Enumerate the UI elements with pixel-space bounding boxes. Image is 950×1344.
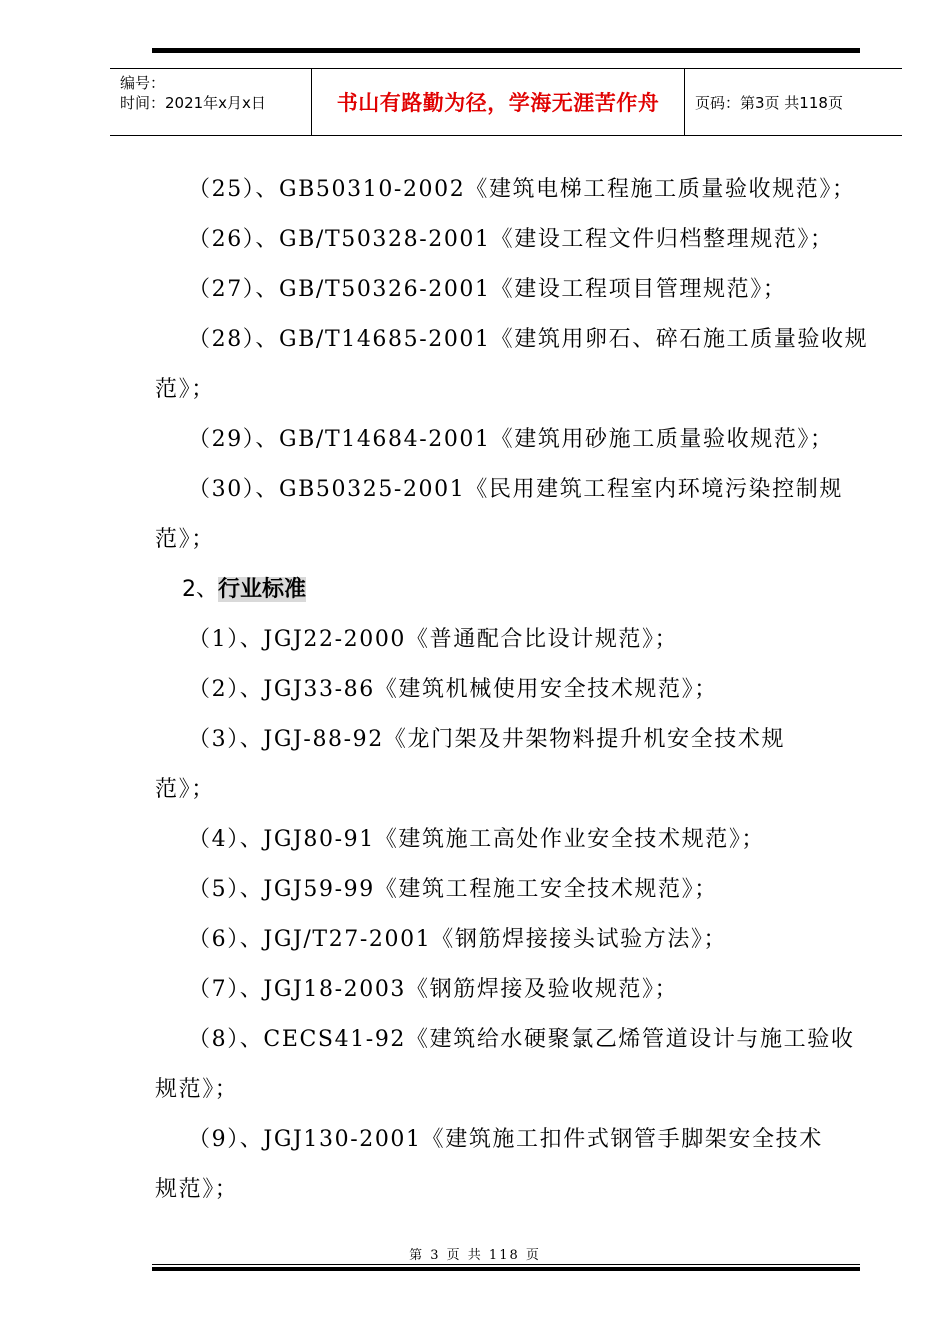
header-page-cell bbox=[685, 69, 902, 135]
document-body bbox=[155, 165, 869, 1215]
footer-thick-rule bbox=[152, 1267, 860, 1271]
standard-item: （26）、GB/T50328-2001《建设工程文件归档整理规范》； bbox=[188, 227, 834, 252]
header-top-rule bbox=[152, 48, 860, 53]
footer-page-number: 第 3 页 共 118 页 bbox=[409, 1248, 541, 1263]
standard-item-continuation: 范》； bbox=[155, 377, 215, 402]
standard-item: （28）、GB/T14685-2001《建筑用卵石、碎石施工质量验收规 bbox=[188, 327, 869, 352]
standard-item: （6）、JGJ/T27-2001《钢筋焊接接头试验方法》； bbox=[188, 927, 728, 952]
header-page-label: 页码：第3页 共118页 bbox=[695, 93, 843, 112]
standard-item: （7）、JGJ18-2003《钢筋焊接及验收规范》； bbox=[188, 977, 679, 1002]
header-meta-cell bbox=[110, 69, 312, 135]
standard-item: （8）、CECS41-92《建筑给水硬聚氯乙烯管道设计与施工验收 bbox=[188, 1027, 855, 1052]
standard-item: （1）、JGJ22-2000《普通配合比设计规范》； bbox=[188, 627, 679, 652]
document-time-label: 时间：2021年x月x日 bbox=[120, 94, 266, 112]
page-header bbox=[110, 68, 902, 136]
section-heading bbox=[155, 565, 855, 615]
standard-item: （5）、JGJ59-99《建筑工程施工安全技术规范》； bbox=[188, 877, 718, 902]
section-title: 行业标准 bbox=[218, 577, 307, 602]
standard-item-continuation: 范》； bbox=[155, 777, 215, 802]
standard-item-continuation: 范》； bbox=[155, 527, 215, 552]
standard-item-continuation: 规范》； bbox=[155, 1077, 239, 1102]
footer-thin-rule bbox=[152, 1264, 860, 1265]
standard-item: （9）、JGJ130-2001《建筑施工扣件式钢管手脚架安全技术 bbox=[188, 1127, 823, 1152]
standard-item: （4）、JGJ80-91《建筑施工高处作业安全技术规范》； bbox=[188, 827, 766, 852]
standard-item: （29）、GB/T14684-2001《建筑用砂施工质量验收规范》； bbox=[188, 427, 834, 452]
standard-item-continuation: 规范》； bbox=[155, 1177, 239, 1202]
document-number-label: 编号： bbox=[120, 74, 166, 92]
header-motto-cell bbox=[312, 69, 685, 135]
section-number: 2、 bbox=[182, 577, 218, 602]
header-motto: 书山有路勤为径，学海无涯苦作舟 bbox=[336, 91, 660, 115]
standard-item: （3）、JGJ-88-92《龙门架及井架物料提升机安全技术规 bbox=[188, 727, 786, 752]
standard-item: （2）、JGJ33-86《建筑机械使用安全技术规范》； bbox=[188, 677, 718, 702]
standard-item: （30）、GB50325-2001《民用建筑工程室内环境污染控制规 bbox=[188, 477, 843, 502]
standard-item: （27）、GB/T50326-2001《建设工程项目管理规范》； bbox=[188, 277, 787, 302]
standard-item: （25）、GB50310-2002《建筑电梯工程施工质量验收规范》； bbox=[188, 177, 856, 202]
